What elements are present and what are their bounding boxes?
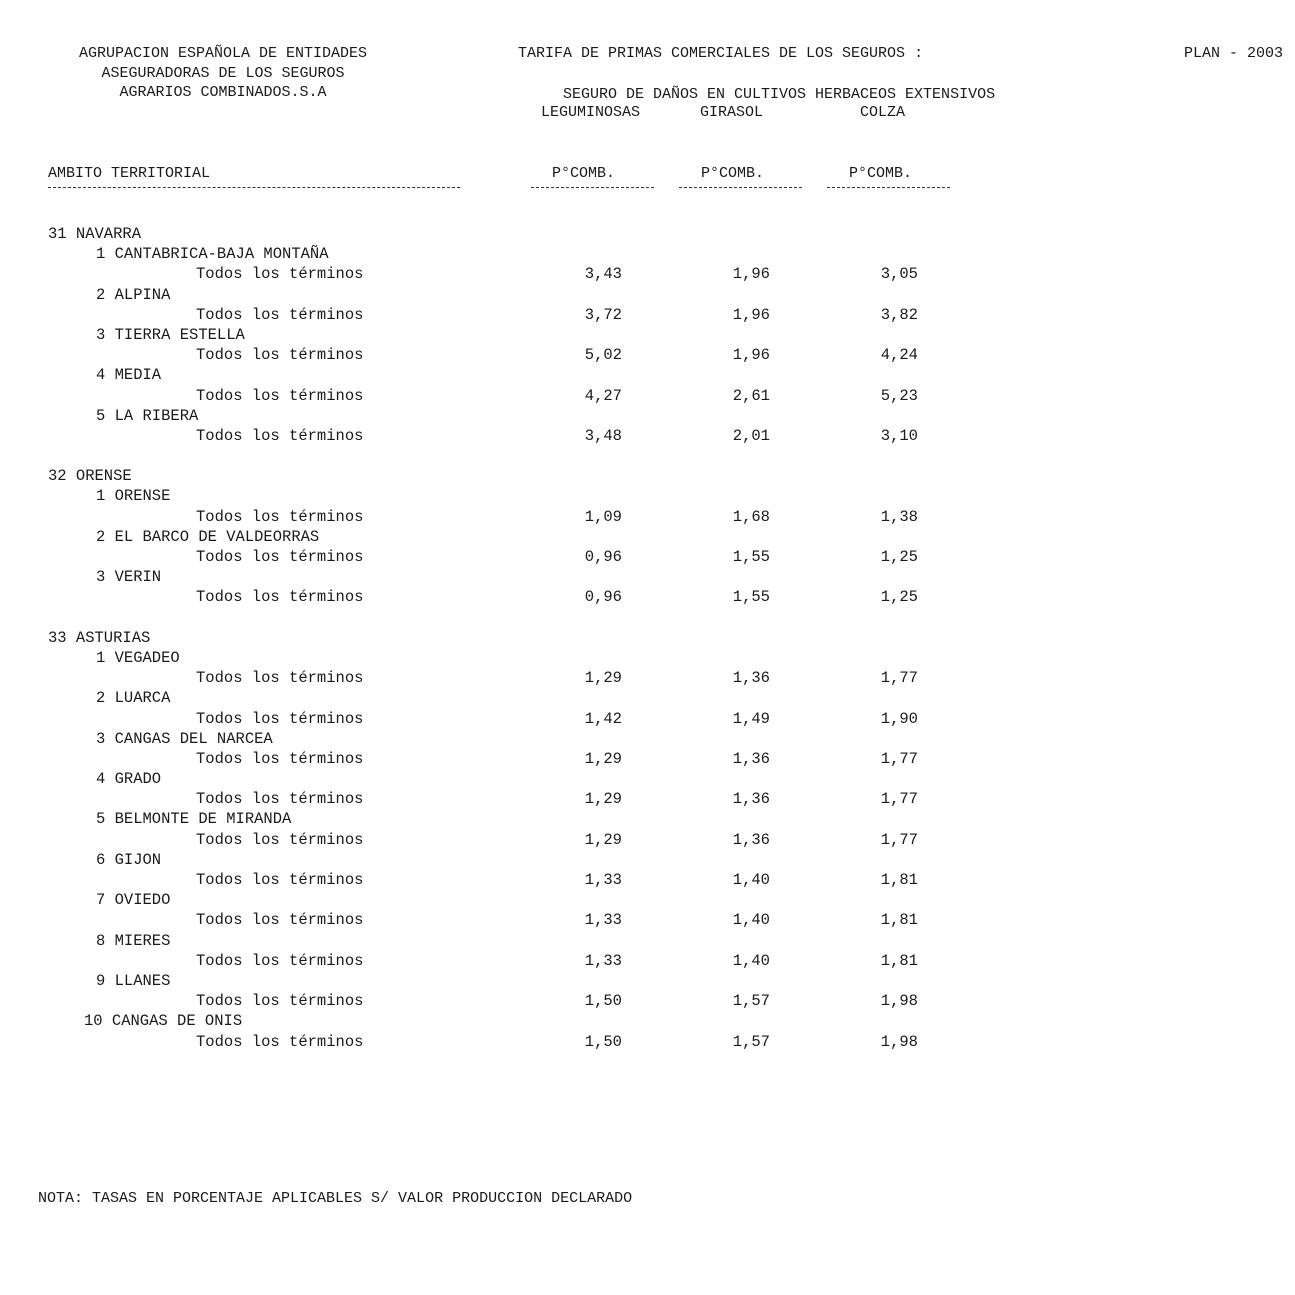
zone-row — [0, 285, 1000, 305]
rate-value: 1,42 — [584, 709, 622, 728]
zone-row — [0, 850, 1000, 870]
term-row — [0, 749, 1000, 769]
term-label: Todos los términos — [196, 749, 364, 768]
term-row — [0, 870, 1000, 890]
term-label: Todos los términos — [196, 346, 364, 365]
rate-value: 1,09 — [584, 507, 622, 526]
section-gap — [0, 446, 1000, 466]
term-label: Todos los términos — [196, 386, 364, 405]
rate-value: 4,24 — [880, 346, 918, 365]
rate-value: 1,36 — [732, 669, 770, 688]
rule-col-2 — [679, 187, 802, 188]
rate-value: 3,10 — [880, 426, 918, 445]
rate-value: 1,77 — [880, 790, 918, 809]
term-label: Todos los términos — [196, 790, 364, 809]
rate-value: 1,36 — [732, 830, 770, 849]
rate-value: 4,27 — [584, 386, 622, 405]
zone-row — [0, 729, 1000, 749]
rate-value: 3,72 — [584, 305, 622, 324]
zone-name: 2 ALPINA — [96, 285, 171, 304]
footnote: NOTA: TASAS EN PORCENTAJE APLICABLES S/ VALOR PRODUCCION DECLARADO — [38, 1190, 633, 1207]
rate-value: 1,81 — [880, 871, 918, 889]
province-name: 32 ORENSE — [48, 467, 132, 486]
rate-value: 0,96 — [584, 548, 622, 566]
rate-value: 3,48 — [584, 426, 622, 445]
term-row — [0, 668, 1000, 688]
term-label: Todos los términos — [196, 1032, 364, 1051]
zone-row — [0, 769, 1000, 789]
rate-value: 1,29 — [584, 669, 622, 688]
term-row — [0, 951, 1000, 971]
term-label: Todos los términos — [196, 548, 364, 566]
term-label: Todos los términos — [196, 426, 364, 445]
term-row — [0, 547, 1000, 567]
crop-header-girasol: GIRASOL — [700, 104, 764, 121]
rate-value: 3,05 — [880, 265, 918, 284]
zone-row — [0, 365, 1000, 385]
zone-name: 3 CANGAS DEL NARCEA — [96, 729, 273, 748]
rate-value: 1,55 — [732, 588, 770, 607]
zone-name: 7 OVIEDO — [96, 891, 171, 910]
rate-value: 1,40 — [732, 911, 770, 930]
zone-row — [0, 567, 1000, 587]
term-label: Todos los términos — [196, 871, 364, 889]
zone-name: 5 BELMONTE DE MIRANDA — [96, 810, 292, 829]
term-row — [0, 910, 1000, 930]
rate-value: 1,77 — [880, 669, 918, 688]
province-row — [0, 224, 1000, 244]
rate-value: 1,55 — [732, 548, 770, 566]
zone-name: 5 LA RIBERA — [96, 406, 199, 425]
rate-value: 3,43 — [584, 265, 622, 284]
term-row — [0, 507, 1000, 527]
term-row — [0, 345, 1000, 365]
rate-value: 0,96 — [584, 588, 622, 607]
term-row — [0, 709, 1000, 729]
rate-value: 1,29 — [584, 830, 622, 849]
rate-value: 1,49 — [732, 709, 770, 728]
term-label: Todos los términos — [196, 911, 364, 930]
insurance-subtitle: SEGURO DE DAÑOS EN CULTIVOS HERBACEOS EXTENSIVOS — [563, 86, 996, 103]
rate-value: 1,90 — [880, 709, 918, 728]
crop-header-colza: COLZA — [860, 104, 906, 121]
tariff-table — [0, 224, 1000, 1052]
term-row — [0, 991, 1000, 1011]
organization-name — [38, 44, 408, 103]
term-label: Todos los términos — [196, 507, 364, 526]
rule-ambito — [48, 187, 460, 188]
zone-row — [0, 1011, 1000, 1031]
column-header-pcomb-2: P°COMB. — [701, 165, 765, 182]
term-label: Todos los términos — [196, 992, 364, 1011]
rate-value: 5,02 — [584, 346, 622, 365]
zone-row — [0, 325, 1000, 345]
zone-name: 9 LLANES — [96, 971, 171, 990]
rate-value: 1,57 — [732, 1032, 770, 1051]
rate-value: 1,33 — [584, 951, 622, 970]
rate-value: 1,36 — [732, 790, 770, 809]
org-line-2: ASEGURADORAS DE LOS SEGUROS — [101, 64, 345, 82]
rate-value: 2,01 — [732, 426, 770, 445]
zone-name: 3 VERIN — [96, 568, 162, 587]
column-header-pcomb-1: P°COMB. — [552, 165, 616, 182]
rate-value: 5,23 — [880, 386, 918, 405]
rate-value: 1,33 — [584, 871, 622, 889]
rate-value: 1,38 — [880, 507, 918, 526]
zone-row — [0, 688, 1000, 708]
crop-header-leguminosas: LEGUMINOSAS — [541, 104, 641, 121]
rate-value: 1,25 — [880, 548, 918, 566]
rate-value: 1,77 — [880, 749, 918, 768]
rate-value: 1,96 — [732, 346, 770, 365]
term-row — [0, 1032, 1000, 1052]
zone-name: 3 TIERRA ESTELLA — [96, 325, 245, 344]
rate-value: 1,77 — [880, 830, 918, 849]
zone-row — [0, 971, 1000, 991]
term-label: Todos los términos — [196, 588, 364, 607]
plan-label: PLAN - 2003 — [1183, 45, 1283, 62]
zone-row — [0, 648, 1000, 668]
column-header-pcomb-3: P°COMB. — [849, 165, 913, 182]
rule-col-3 — [827, 187, 950, 188]
term-row — [0, 789, 1000, 809]
term-row — [0, 426, 1000, 446]
rate-value: 1,29 — [584, 749, 622, 768]
column-header-ambito: AMBITO TERRITORIAL — [48, 165, 211, 182]
term-row — [0, 305, 1000, 325]
org-line-1: AGRUPACION ESPAÑOLA DE ENTIDADES — [78, 45, 368, 62]
province-name: 33 ASTURIAS — [48, 628, 151, 647]
rule-col-1 — [531, 187, 654, 188]
section-gap — [0, 608, 1000, 628]
zone-row — [0, 809, 1000, 829]
term-label: Todos los términos — [196, 669, 364, 688]
zone-row — [0, 244, 1000, 264]
rate-value: 1,50 — [584, 992, 622, 1011]
rate-value: 3,82 — [880, 305, 918, 324]
rate-value: 1,96 — [732, 265, 770, 284]
zone-name: 10 CANGAS DE ONIS — [84, 1012, 243, 1031]
rate-value: 1,36 — [732, 749, 770, 768]
org-line-3: AGRARIOS COMBINADOS.S.A — [119, 84, 327, 101]
zone-name: 4 MEDIA — [96, 366, 162, 385]
zone-name: 8 MIERES — [96, 931, 171, 950]
term-row — [0, 587, 1000, 607]
rate-value: 1,33 — [584, 911, 622, 930]
zone-row — [0, 931, 1000, 951]
province-row — [0, 466, 1000, 486]
term-label: Todos los términos — [196, 830, 364, 849]
zone-row — [0, 527, 1000, 547]
rate-value: 1,50 — [584, 1032, 622, 1051]
zone-name: 2 LUARCA — [96, 689, 171, 708]
rate-value: 1,81 — [880, 911, 918, 930]
zone-row — [0, 890, 1000, 910]
zone-name: 1 ORENSE — [96, 487, 171, 506]
term-row — [0, 386, 1000, 406]
rate-value: 1,29 — [584, 790, 622, 809]
rate-value: 1,81 — [880, 951, 918, 970]
term-label: Todos los términos — [196, 265, 364, 284]
rate-value: 1,25 — [880, 588, 918, 607]
province-row — [0, 628, 1000, 648]
zone-name: 1 CANTABRICA-BAJA MONTAÑA — [96, 245, 329, 264]
rate-value: 1,40 — [732, 871, 770, 889]
term-row — [0, 830, 1000, 850]
zone-name: 2 EL BARCO DE VALDEORRAS — [96, 527, 320, 546]
rate-value: 1,96 — [732, 305, 770, 324]
rate-value: 1,57 — [732, 992, 770, 1011]
zone-row — [0, 406, 1000, 426]
rate-value: 1,40 — [732, 951, 770, 970]
province-name: 31 NAVARRA — [48, 225, 142, 243]
term-label: Todos los términos — [196, 305, 364, 324]
rate-value: 1,68 — [732, 507, 770, 526]
term-label: Todos los términos — [196, 951, 364, 970]
document-title: TARIFA DE PRIMAS COMERCIALES DE LOS SEGUROS : — [518, 45, 924, 62]
rate-value: 2,61 — [732, 386, 770, 405]
term-row — [0, 264, 1000, 284]
zone-row — [0, 486, 1000, 506]
zone-name: 4 GRADO — [96, 770, 162, 789]
rate-value: 1,98 — [880, 1032, 918, 1051]
rate-value: 1,98 — [880, 992, 918, 1011]
term-label: Todos los términos — [196, 709, 364, 728]
zone-name: 1 VEGADEO — [96, 648, 180, 667]
zone-name: 6 GIJON — [96, 850, 162, 869]
